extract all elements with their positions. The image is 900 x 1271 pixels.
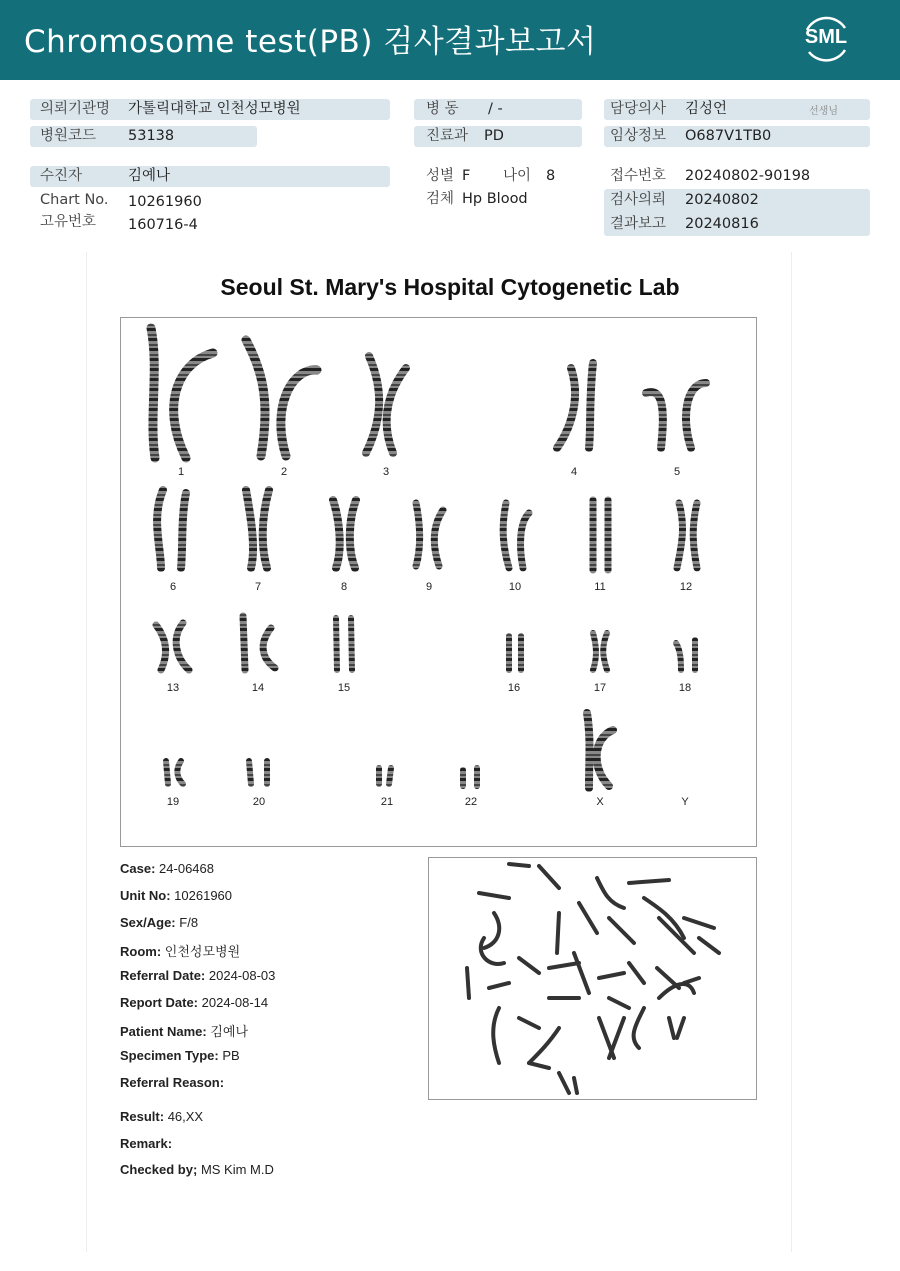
chromosome-label: 4 bbox=[570, 466, 578, 478]
chromosome-label: 1 bbox=[177, 466, 185, 478]
result-value: 46,XX bbox=[167, 1109, 204, 1124]
patient-name-row bbox=[120, 1021, 248, 1040]
result-label: Result: bbox=[120, 1109, 165, 1124]
report-label: 결과보고 bbox=[610, 216, 667, 232]
checked-label: Checked by; bbox=[120, 1162, 198, 1177]
unit-value: 10261960 bbox=[174, 888, 233, 903]
clinical-label: 임상정보 bbox=[610, 128, 667, 144]
chromosome-label: 22 bbox=[464, 796, 478, 808]
checked-row bbox=[120, 1162, 274, 1177]
result-row bbox=[120, 1109, 203, 1124]
sexage-row bbox=[120, 915, 198, 930]
page-border-right bbox=[791, 252, 792, 1252]
chromosome-label: 14 bbox=[251, 682, 265, 694]
chromosome-label: 15 bbox=[337, 682, 351, 694]
hospital-code-value: 53138 bbox=[128, 128, 175, 144]
doctor-value: 김성언 bbox=[685, 101, 728, 117]
chromosome-label: 21 bbox=[380, 796, 394, 808]
receipt-value: 20240802-90198 bbox=[685, 168, 811, 184]
report-date-row bbox=[120, 995, 268, 1010]
patient-label: 수진자 bbox=[40, 168, 83, 184]
receipt-label: 접수번호 bbox=[610, 168, 667, 184]
room-value: 인천성모병원 bbox=[164, 944, 241, 959]
report-date-label: Report Date: bbox=[120, 995, 199, 1010]
specimen-label: 검체 bbox=[426, 191, 455, 207]
metaphase-image bbox=[429, 858, 758, 1101]
sml-logo bbox=[797, 12, 855, 66]
chromosome-label: 7 bbox=[254, 581, 262, 593]
room-label: Room: bbox=[120, 944, 162, 959]
chromosome-label: 17 bbox=[593, 682, 607, 694]
id-label: 고유번호 bbox=[40, 214, 97, 230]
request-label: 검사의뢰 bbox=[610, 192, 667, 208]
institution-value: 가톨릭대학교 인천성모병원 bbox=[128, 101, 301, 117]
chromosome-label: 3 bbox=[382, 466, 390, 478]
sexage-label: Sex/Age: bbox=[120, 915, 176, 930]
report-value: 20240816 bbox=[685, 216, 759, 232]
age-value: 8 bbox=[546, 168, 556, 184]
doctor-label: 담당의사 bbox=[610, 101, 667, 117]
lab-title: Seoul St. Mary's Hospital Cytogenetic Lab bbox=[220, 274, 680, 300]
referral-date-row bbox=[120, 968, 275, 983]
specimen-value: Hp Blood bbox=[462, 191, 528, 207]
chromosome-label: 13 bbox=[166, 682, 180, 694]
remark-row bbox=[120, 1136, 172, 1151]
remark-label: Remark: bbox=[120, 1136, 173, 1151]
ward-value: / - bbox=[488, 101, 503, 117]
patient-name-label: Patient Name: bbox=[120, 1024, 207, 1039]
chromosome-label: 5 bbox=[673, 466, 681, 478]
chromosome-label: X bbox=[596, 796, 604, 808]
specimen-type-label: Specimen Type: bbox=[120, 1048, 219, 1063]
specimen-type-row bbox=[120, 1048, 240, 1063]
referral-reason-label: Referral Reason: bbox=[120, 1075, 225, 1090]
chromosome-label: 19 bbox=[166, 796, 180, 808]
chromosome-label: 12 bbox=[679, 581, 693, 593]
case-label: Case: bbox=[120, 861, 156, 876]
chromosome-label: 11 bbox=[594, 581, 606, 593]
patient-row-bg bbox=[30, 166, 390, 187]
chromosome-label: 6 bbox=[169, 581, 177, 593]
checked-value: MS Kim M.D bbox=[200, 1162, 274, 1177]
case-value: 24-06468 bbox=[159, 861, 214, 876]
chromosome-label: 20 bbox=[252, 796, 266, 808]
metaphase-panel bbox=[428, 857, 757, 1100]
page-border-left bbox=[86, 252, 87, 1252]
chromosome-label: Y bbox=[681, 796, 689, 808]
age-label: 나이 bbox=[503, 168, 532, 184]
chromosome-label: 18 bbox=[678, 682, 692, 694]
chart-value: 10261960 bbox=[128, 194, 202, 210]
chart-label: Chart No. bbox=[40, 192, 109, 208]
report-date-value: 2024-08-14 bbox=[201, 995, 269, 1010]
chromosome-label: 10 bbox=[508, 581, 522, 593]
referral-date-label: Referral Date: bbox=[120, 968, 206, 983]
sex-value: F bbox=[462, 168, 471, 184]
room-row bbox=[120, 941, 240, 960]
sexage-value: F/8 bbox=[179, 915, 199, 930]
logo-text: SML bbox=[804, 26, 848, 48]
unit-label: Unit No: bbox=[120, 888, 171, 903]
sex-label: 성별 bbox=[426, 168, 455, 184]
chromosome-label: 8 bbox=[340, 581, 348, 593]
referral-date-value: 2024-08-03 bbox=[208, 968, 276, 983]
report-title: Chromosome test(PB) 검사결과보고서 bbox=[24, 24, 597, 60]
clinical-value: O687V1TB0 bbox=[685, 128, 772, 144]
hospital-code-label: 병원코드 bbox=[40, 128, 97, 144]
chromosome-label: 16 bbox=[507, 682, 521, 694]
patient-value: 김예나 bbox=[128, 168, 171, 184]
chromosome-label: 9 bbox=[425, 581, 433, 593]
unit-row bbox=[120, 888, 232, 903]
doctor-suffix: 선생님 bbox=[809, 106, 838, 117]
id-value: 160716-4 bbox=[128, 217, 198, 233]
institution-label: 의뢰기관명 bbox=[40, 101, 111, 117]
referral-reason-row bbox=[120, 1075, 224, 1090]
dept-value: PD bbox=[484, 128, 504, 144]
chromosome-label: 2 bbox=[280, 466, 288, 478]
specimen-type-value: PB bbox=[222, 1048, 240, 1063]
patient-name-value: 김예나 bbox=[210, 1024, 249, 1039]
ward-label: 병 동 bbox=[426, 101, 459, 117]
dept-label: 진료과 bbox=[426, 128, 469, 144]
case-row bbox=[120, 861, 214, 876]
header-bar bbox=[0, 0, 900, 80]
request-value: 20240802 bbox=[685, 192, 759, 208]
